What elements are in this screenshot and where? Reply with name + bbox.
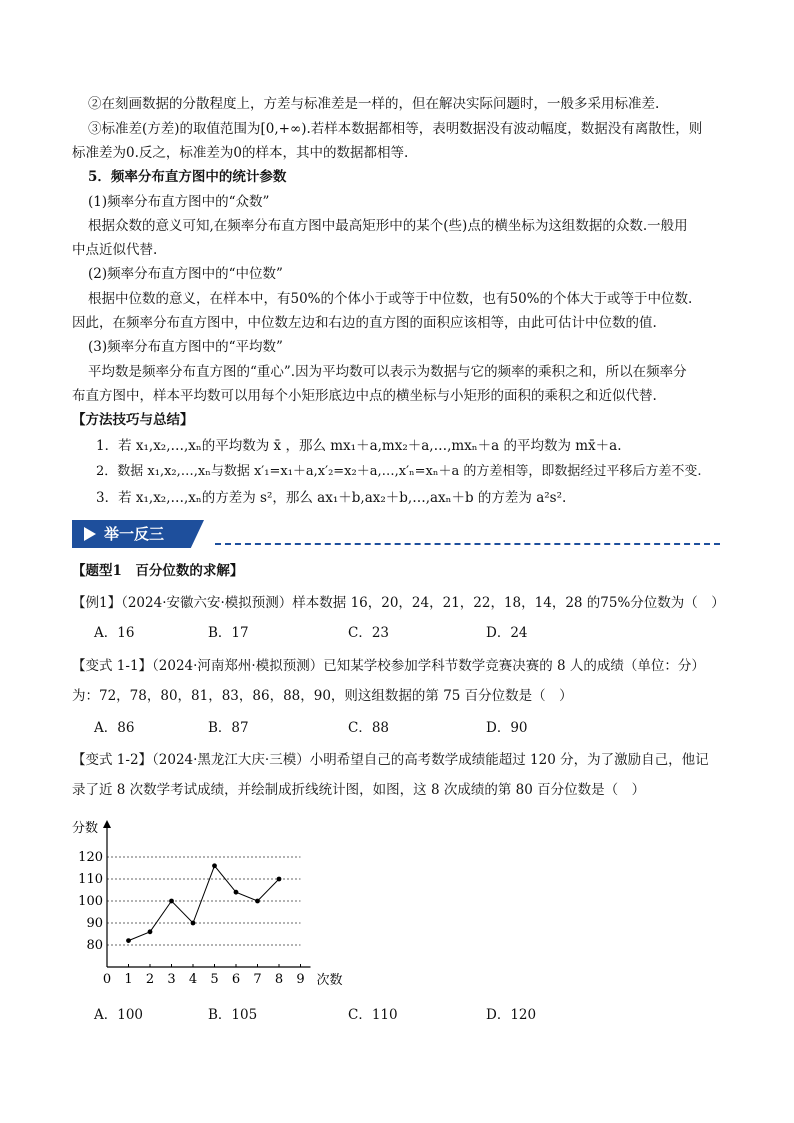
data-point <box>277 877 282 882</box>
method-item-2: 2．数据 x₁,x₂,…,xₙ与数据 x′₁=x₁＋a,x′₂=x₂＋a,…,x′ₙ=xₙ＋a 的方差相等，即数据经过平移后方差不变. <box>96 464 702 479</box>
text-line-1: ②在刻画数据的分散程度上，方差与标准差是一样的，但在解决实际问题时，一般多采用标准差. <box>88 96 660 112</box>
q1-option-a: A．16 <box>94 625 135 641</box>
y-tick-label: 100 <box>78 894 103 909</box>
text-line-9: 根据中位数的意义，在样本中，有50%的个体小于或等于中位数，也有50%的个体大于或等于中位数. <box>88 291 693 307</box>
data-point <box>126 938 131 943</box>
play-arrow-icon <box>84 527 96 541</box>
chart-layer <box>72 820 343 988</box>
series-line <box>129 866 280 941</box>
text-line-11: (3)频率分布直方图中的“平均数” <box>88 339 283 355</box>
method-item-1: 1．若 x₁,x₂,…,xₙ的平均数为 x̄ ，那么 mx₁＋a,mx₂＋a,…,mxₙ＋a 的平均数为 mx̄＋a. <box>96 438 622 454</box>
q2-option-c: C．88 <box>348 720 390 736</box>
q1-option-d: D．24 <box>486 625 528 641</box>
x-tick-label: 7 <box>253 972 262 987</box>
q3-option-b: B．105 <box>208 1007 258 1023</box>
y-axis-arrow-icon <box>103 820 111 828</box>
section-heading-5: 5．频率分布直方图中的统计参数 <box>88 169 287 185</box>
data-point <box>212 863 217 868</box>
question-type-heading: 【题型1 百分位数的求解】 <box>72 563 244 579</box>
x-tick-label: 3 <box>167 972 176 987</box>
y-tick-label: 80 <box>86 938 103 953</box>
variant-1-2-stem-1: 【变式 1-2】（2024·黑龙江大庆·三模）小明希望自己的高考数学成绩能超过 120 分，为了激励自己，他记 <box>72 752 709 768</box>
text-line-10: 因此，在频率分布直方图中，中位数左边和右边的直方图的面积应该相等，由此可估计中位数的值. <box>72 315 657 331</box>
y-tick-label: 120 <box>78 850 103 865</box>
section-banner <box>72 520 212 548</box>
q1-option-b: B．17 <box>208 625 249 641</box>
data-point <box>148 929 153 934</box>
data-point <box>255 899 260 904</box>
x-tick-label: 6 <box>231 972 241 987</box>
variant-1-2-stem-2: 录了近 8 次数学考试成绩，并绘制成折线统计图，如图，这 8 次成绩的第 80 百分位数是（ ） <box>72 782 646 798</box>
x-tick-label: 2 <box>145 972 155 987</box>
data-point <box>191 921 196 926</box>
q2-option-b: B．87 <box>208 720 249 736</box>
q3-option-d: D．120 <box>486 1007 537 1023</box>
x-tick-label: 0 <box>102 972 112 987</box>
line-chart <box>72 818 368 993</box>
text-line-2: ③标准差(方差)的取值范围为[0,+∞).若样本数据都相等，表明数据没有波动幅度，数据没有离散性，则 <box>88 121 703 137</box>
text-line-6: 根据众数的意义可知,在频率分布直方图中最高矩形中的某个(些)点的横坐标为这组数据的众数.一般用 <box>88 218 688 234</box>
x-tick-label: 4 <box>188 972 198 987</box>
variant-1-1-stem-1: 【变式 1-1】（2024·河南郑州·模拟预测）已知某学校参加学科节数学竞赛决赛的 8 人的成绩（单位：分） <box>72 658 705 674</box>
text-line-5: (1)频率分布直方图中的“众数” <box>88 194 270 210</box>
text-line-12: 平均数是频率分布直方图的“重心”.因为平均数可以表示为数据与它的频率的乘积之和，所以在频率分 <box>88 364 687 380</box>
y-axis-title: 分数 <box>72 821 99 836</box>
x-tick-label: 5 <box>210 972 219 987</box>
variant-1-1-stem-2: 为：72，78，80，81，83，86，88，90，则这组数据的第 75 百分位数是（ ） <box>72 688 573 704</box>
y-tick-label: 110 <box>78 872 103 887</box>
y-tick-label: 90 <box>86 916 103 931</box>
text-line-7: 中点近似代替. <box>72 242 158 258</box>
q3-option-a: A．100 <box>94 1007 144 1023</box>
banner-title: 举一反三 <box>104 525 165 543</box>
x-tick-label: 1 <box>124 972 133 987</box>
text-line-13: 布直方图中，样本平均数可以用每个小矩形底边中点的横坐标与小矩形的面积的乘积之和近似代替. <box>72 388 657 404</box>
q2-option-a: A．86 <box>94 720 135 736</box>
x-tick-label: 8 <box>274 972 284 987</box>
text-line-8: (2)频率分布直方图中的“中位数” <box>88 266 283 282</box>
x-tick-label: 9 <box>296 972 305 987</box>
q3-option-c: C．110 <box>348 1007 398 1023</box>
banner-dash-divider <box>215 543 720 545</box>
q1-option-c: C．23 <box>348 625 390 641</box>
method-item-3: 3．若 x₁,x₂,…,xₙ的方差为 s²，那么 ax₁＋b,ax₂＋b,…,axₙ＋b 的方差为 a²s². <box>96 490 567 506</box>
x-axis-title: 次数 <box>316 973 343 988</box>
q2-option-d: D．90 <box>486 720 528 736</box>
text-line-3: 标准差为0.反之，标准差为0的样本，其中的数据都相等. <box>72 145 409 161</box>
data-point <box>169 899 174 904</box>
data-point <box>234 890 239 895</box>
example-1-stem: 【例1】（2024·安徽六安·模拟预测）样本数据 16，20，24，21，22，18，14，28 的75%分位数为（ ） <box>72 595 725 611</box>
method-heading: 【方法技巧与总结】 <box>72 412 194 428</box>
